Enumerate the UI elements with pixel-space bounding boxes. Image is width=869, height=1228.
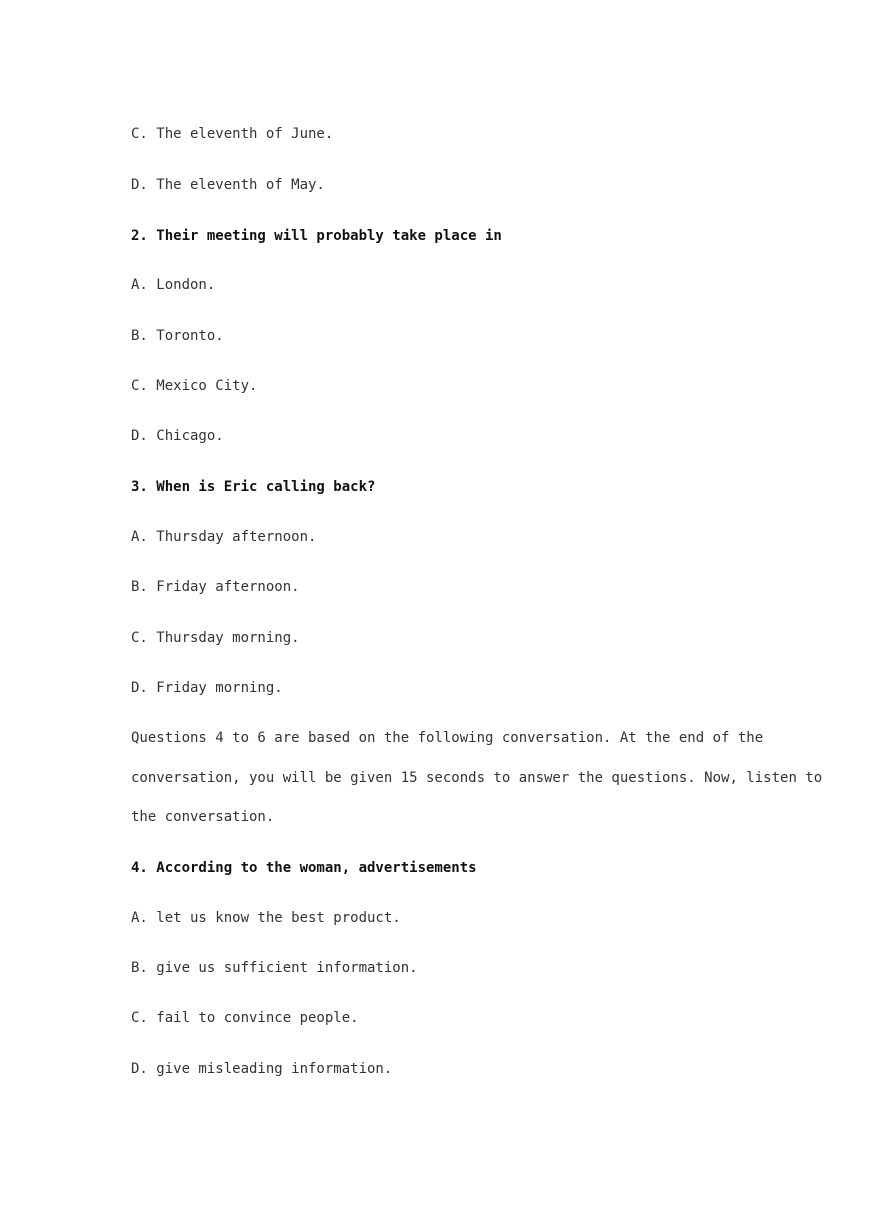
q1-option-d: D. The eleventh of May. (131, 177, 325, 193)
q2-option-a: A. London. (131, 277, 216, 293)
instructions-line-2: conversation, you will be given 15 seconds to answer the questions. Now, listen to (131, 770, 823, 786)
question-2: 2. Their meeting will probably take place in (131, 228, 502, 244)
q2-option-b: B. Toronto. (131, 328, 224, 344)
q2-option-c: C. Mexico City. (131, 378, 258, 394)
question-4: 4. According to the woman, advertisements (131, 860, 477, 876)
q4-option-b: B. give us sufficient information. (131, 960, 418, 976)
q2-option-d: D. Chicago. (131, 428, 224, 444)
instructions-line-1: Questions 4 to 6 are based on the following conversation. At the end of the (131, 730, 764, 746)
instructions-line-3: the conversation. (131, 809, 275, 825)
q3-option-d: D. Friday morning. (131, 680, 283, 696)
q3-option-c: C. Thursday morning. (131, 630, 300, 646)
q4-option-c: C. fail to convince people. (131, 1010, 359, 1026)
q4-option-a: A. let us know the best product. (131, 910, 401, 926)
q1-option-c: C. The eleventh of June. (131, 126, 334, 142)
question-3: 3. When is Eric calling back? (131, 479, 376, 495)
q3-option-b: B. Friday afternoon. (131, 579, 300, 595)
q4-option-d: D. give misleading information. (131, 1061, 393, 1077)
q3-option-a: A. Thursday afternoon. (131, 529, 317, 545)
